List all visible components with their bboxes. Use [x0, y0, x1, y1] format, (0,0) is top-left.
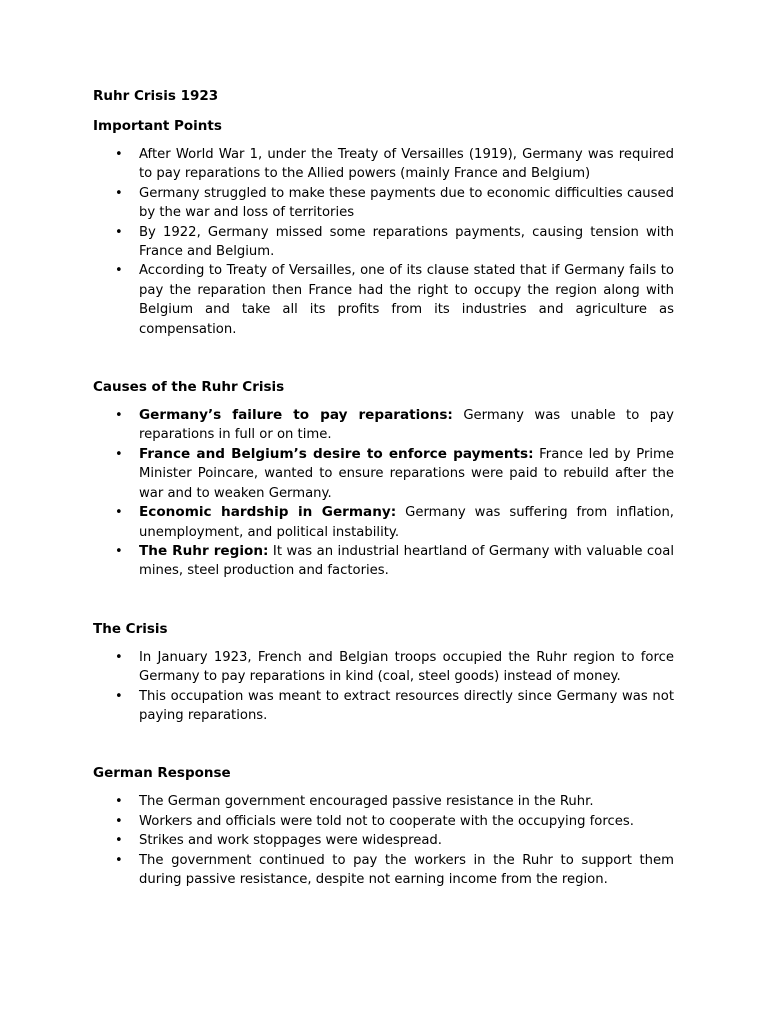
section-heading: The Crisis: [93, 620, 168, 637]
list-item-text: Germany struggled to make these payments due to economic difficulties caused by the war and loss of territories: [139, 185, 674, 221]
list-item: [93, 812, 674, 831]
bullet-icon: •: [115, 224, 123, 240]
list-item: [93, 503, 674, 542]
bullet-icon: •: [115, 185, 123, 201]
document-title: Ruhr Crisis 1923: [93, 88, 219, 104]
list-item-text: Germany was suffering from inflation, unemployment, and political instability.: [139, 505, 674, 540]
section-spacer: [93, 339, 674, 377]
list-item-text: Germany was unable to pay reparations in full or on time.: [139, 408, 674, 443]
bullet-list: [93, 406, 674, 581]
list-item: [93, 184, 674, 223]
list-item-text: By 1922, Germany missed some reparations payments, causing tension with France and Belgium.: [139, 224, 674, 260]
section-spacer: [93, 581, 674, 619]
bullet-icon: •: [115, 543, 123, 559]
bullet-icon: •: [115, 408, 123, 424]
list-item-text: After World War 1, under the Treaty of Versailles (1919), Germany was required to pay reparations to the Allied powers (mainly France and Belgium): [139, 147, 674, 182]
list-item-text: Strikes and work stoppages were widespread.: [139, 833, 442, 849]
heading-spacer: [93, 639, 674, 648]
bullet-list: [93, 648, 674, 726]
list-item: [93, 445, 674, 503]
list-item: [93, 831, 674, 850]
bullet-list: [93, 145, 674, 339]
bullet-icon: •: [115, 813, 123, 829]
bullet-icon: •: [115, 505, 123, 521]
list-item: [93, 145, 674, 184]
section-heading: Important Points: [93, 118, 222, 134]
list-item: [93, 792, 674, 811]
list-item-text: Workers and officials were told not to cooperate with the occupying forces.: [139, 813, 634, 829]
bullet-list: [93, 792, 674, 889]
bullet-icon: •: [115, 794, 123, 810]
list-item-lead: Germany’s failure to pay reparations:: [139, 407, 453, 424]
list-item-text: According to Treaty of Versailles, one of its clause stated that if Germany fails to pay the reparation then France had the right to occupy the region along with Belgium and take all its profits from its industries and agriculture as compensation.: [139, 263, 674, 337]
list-item-lead: The Ruhr region:: [139, 542, 269, 559]
list-item-lead: Economic hardship in Germany:: [139, 504, 397, 521]
bullet-icon: •: [115, 263, 123, 279]
list-item-text: In January 1923, French and Belgian troops occupied the Ruhr region to force Germany to pay reparations in kind (coal, steel goods) instead of money.: [139, 649, 674, 685]
list-item: [93, 261, 674, 339]
bullet-icon: •: [115, 852, 123, 868]
list-item: [93, 648, 674, 687]
bullet-icon: •: [115, 688, 123, 704]
list-item: [93, 542, 674, 581]
section-spacer: [93, 725, 674, 763]
list-item: [93, 406, 674, 445]
list-item: [93, 851, 674, 890]
list-item-lead: France and Belgium’s desire to enforce payments:: [139, 445, 534, 462]
list-item-text: It was an industrial heartland of Germany with valuable coal mines, steel production and factories.: [139, 543, 675, 579]
bullet-icon: •: [115, 446, 123, 462]
heading-spacer: [93, 397, 674, 406]
bullet-icon: •: [115, 649, 123, 665]
list-item-text: France led by Prime Minister Poincare, wanted to ensure reparations were paid to rebuild after the war and to weaken Germany.: [139, 446, 674, 501]
list-item: [93, 223, 674, 262]
bullet-icon: •: [115, 147, 123, 162]
heading-spacer: [93, 136, 674, 145]
list-item: [93, 687, 674, 726]
bullet-icon: •: [115, 833, 123, 849]
section-heading: German Response: [93, 765, 231, 782]
list-item-text: This occupation was meant to extract resources directly since Germany was not paying reparations.: [139, 688, 674, 723]
list-item-text: The government continued to pay the workers in the Ruhr to support them during passive resistance, despite not earning income from the region.: [139, 852, 674, 887]
section-heading: Causes of the Ruhr Crisis: [93, 379, 285, 396]
list-item-text: The German government encouraged passive resistance in the Ruhr.: [139, 794, 594, 810]
heading-spacer: [93, 783, 674, 792]
document-body: [93, 116, 674, 889]
